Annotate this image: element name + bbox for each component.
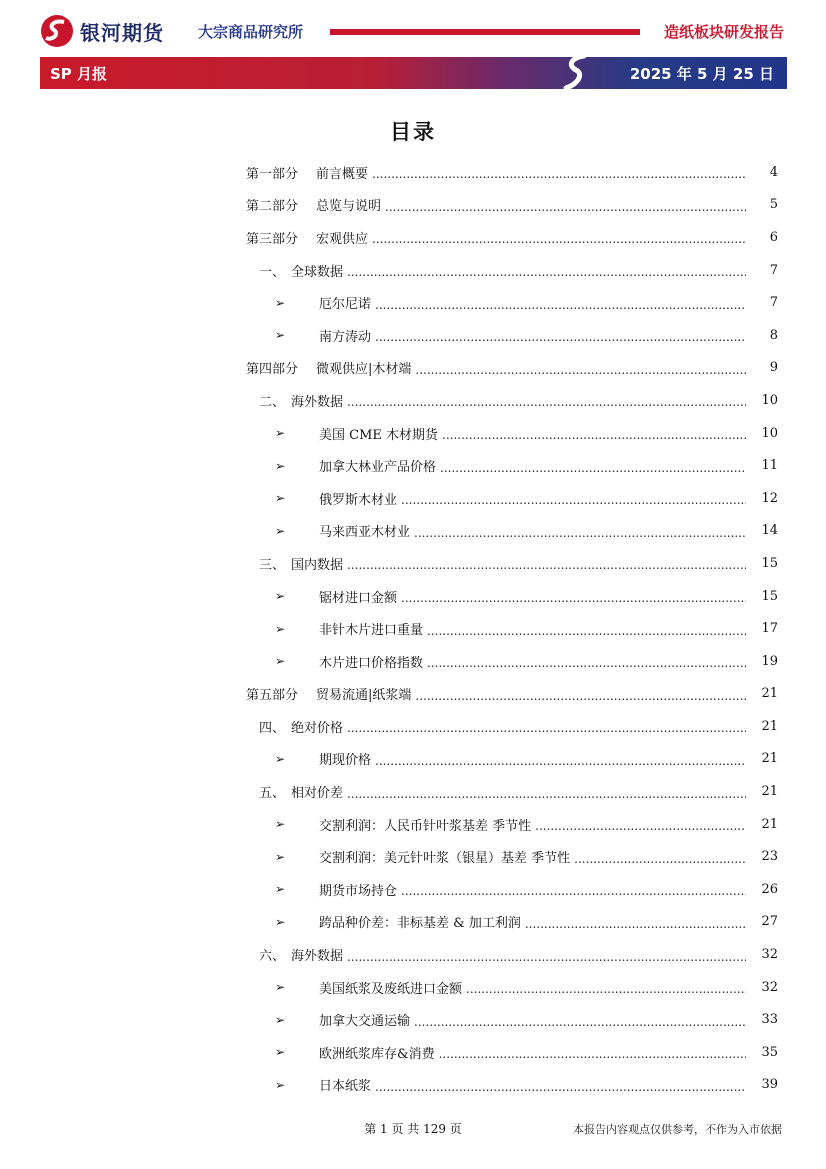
toc-entry-label: 欧洲纸浆库存&消费: [319, 1046, 435, 1062]
toc-entry-page: 5: [769, 197, 778, 213]
dot-leader: [440, 461, 746, 475]
toc-entry[interactable]: [0, 286, 826, 319]
toc-entry-page: 12: [761, 490, 778, 506]
toc-entry-label: 交割利润：人民币针叶浆基差 季节性: [319, 818, 532, 834]
toc-entry[interactable]: [0, 678, 826, 711]
dot-leader: [414, 1015, 746, 1029]
bullet-arrow-icon: ➢: [275, 654, 286, 669]
dot-leader: [401, 591, 746, 605]
dot-leader: [347, 265, 746, 279]
toc-entry[interactable]: [0, 775, 826, 808]
page-number: 第 1 页 共 129 页: [364, 1122, 462, 1136]
dot-leader: [574, 852, 746, 866]
toc-entry-page: 6: [769, 229, 778, 245]
toc-entry-label: 加拿大交通运输: [319, 1014, 411, 1030]
dot-leader: [375, 1080, 746, 1094]
toc-entry-page: 17: [761, 621, 778, 637]
toc-entry-marker: 四、: [259, 720, 286, 736]
toc-entry[interactable]: [0, 384, 826, 417]
toc-entry-page: 35: [761, 1044, 778, 1060]
toc-title: 目录: [390, 120, 436, 144]
toc-entry-label: 南方涛动: [319, 329, 372, 345]
toc-entry-page: 32: [761, 979, 778, 995]
toc-entry[interactable]: [0, 840, 826, 873]
institute-name: 大宗商品研究所: [198, 23, 304, 41]
toc-entry-label: 海外数据: [291, 949, 344, 965]
toc-entry-marker: 第五部分: [246, 688, 299, 704]
toc-entry-page: 15: [761, 555, 778, 571]
toc-entry-page: 27: [761, 914, 778, 930]
toc-entry[interactable]: [0, 1003, 826, 1036]
bullet-arrow-icon: ➢: [275, 751, 286, 766]
toc-entry-label: 期货市场持仓: [319, 883, 398, 899]
toc-entry[interactable]: [0, 612, 826, 645]
toc-entry-marker: 第三部分: [246, 231, 299, 247]
toc-entry-page: 21: [761, 816, 778, 832]
toc-entry[interactable]: [0, 1069, 826, 1102]
toc-entry-page: 10: [761, 425, 778, 441]
toc-entry-page: 26: [761, 881, 778, 897]
dot-leader: [401, 493, 746, 507]
toc-entry[interactable]: [0, 808, 826, 841]
header-rule: [330, 29, 640, 35]
dot-leader: [427, 656, 746, 670]
toc-entry[interactable]: [0, 971, 826, 1004]
toc-entry-page: 19: [761, 653, 778, 669]
toc-entry-page: 21: [761, 751, 778, 767]
bullet-arrow-icon: ➢: [275, 849, 286, 864]
dot-leader: [347, 721, 746, 735]
toc-entry-label: 美国纸浆及废纸进口金额: [319, 981, 463, 997]
toc-entry-label: 锯材进口金额: [319, 590, 398, 606]
toc-entry[interactable]: [0, 1036, 826, 1069]
dot-leader: [347, 395, 746, 409]
dot-leader: [375, 298, 746, 312]
bullet-arrow-icon: ➢: [275, 1045, 286, 1060]
report-date: 2025 年 5 月 25 日: [629, 65, 774, 83]
dot-leader: [415, 689, 746, 703]
toc-entry[interactable]: [0, 547, 826, 580]
toc-entry[interactable]: [0, 873, 826, 906]
toc-entry-label: 交割利润：美元针叶浆（银星）基差 季节性: [319, 851, 571, 867]
dot-leader: [375, 330, 746, 344]
toc-entry-page: 4: [769, 164, 778, 180]
dot-leader: [401, 884, 746, 898]
toc-entry-label: 马来西亚木材业: [319, 525, 411, 541]
toc-entry-marker: 五、: [259, 786, 286, 802]
toc-entry[interactable]: [0, 189, 826, 222]
toc-entry[interactable]: [0, 710, 826, 743]
toc-entry-page: 15: [761, 588, 778, 604]
table-of-contents: [0, 156, 826, 1101]
bullet-arrow-icon: ➢: [275, 523, 286, 538]
toc-entry-label: 宏观供应: [316, 231, 369, 247]
toc-entry-label: 美国 CME 木材期货: [319, 427, 439, 443]
bullet-arrow-icon: ➢: [275, 980, 286, 995]
dot-leader: [427, 624, 746, 638]
report-series: SP 月报: [50, 65, 108, 83]
dot-leader: [347, 787, 746, 801]
bullet-arrow-icon: ➢: [275, 882, 286, 897]
toc-entry[interactable]: [0, 938, 826, 971]
bullet-arrow-icon: ➢: [275, 589, 286, 604]
toc-entry-page: 9: [769, 360, 778, 376]
toc-entry-label: 绝对价格: [291, 720, 344, 736]
toc-entry-page: 10: [761, 392, 778, 408]
disclaimer: 本报告内容观点仅供参考，不作为入市依据: [573, 1123, 782, 1136]
bullet-arrow-icon: ➢: [275, 914, 286, 929]
toc-entry-label: 加拿大林业产品价格: [319, 460, 437, 476]
galaxy-logo-icon: [40, 14, 74, 48]
toc-entry[interactable]: [0, 417, 826, 450]
bullet-arrow-icon: ➢: [275, 621, 286, 636]
swoosh-icon: [558, 52, 594, 92]
dot-leader: [372, 232, 746, 246]
toc-entry-page: 11: [761, 458, 778, 474]
dot-leader: [347, 950, 746, 964]
toc-entry-page: 39: [761, 1077, 778, 1093]
dot-leader: [439, 1047, 746, 1061]
dot-leader: [372, 167, 746, 181]
toc-entry-label: 微观供应|木材端: [316, 362, 412, 378]
dot-leader: [525, 917, 746, 931]
company-logo: [40, 14, 164, 48]
toc-entry-label: 全球数据: [291, 264, 344, 280]
toc-entry-label: 日本纸浆: [319, 1079, 372, 1095]
toc-entry-label: 海外数据: [291, 394, 344, 410]
toc-entry-marker: 第四部分: [246, 362, 299, 378]
toc-entry-label: 俄罗斯木材业: [319, 492, 398, 508]
toc-entry[interactable]: [0, 645, 826, 678]
toc-entry-label: 相对价差: [291, 786, 344, 802]
toc-entry-label: 期现价格: [319, 753, 372, 769]
toc-entry-page: 23: [761, 849, 778, 865]
dot-leader: [414, 526, 746, 540]
toc-entry-label: 贸易流通|纸浆端: [316, 688, 412, 704]
toc-entry-marker: 三、: [259, 557, 286, 573]
toc-entry-page: 14: [761, 523, 778, 539]
toc-entry[interactable]: [0, 156, 826, 189]
toc-entry-marker: 一、: [259, 264, 286, 280]
toc-entry-marker: 二、: [259, 394, 286, 410]
toc-entry[interactable]: [0, 319, 826, 352]
toc-entry-page: 21: [761, 686, 778, 702]
toc-entry-page: 7: [769, 262, 778, 278]
toc-entry-label: 跨品种价差：非标基差 & 加工利润: [319, 916, 521, 932]
dot-leader: [385, 200, 746, 214]
bullet-arrow-icon: ➢: [275, 817, 286, 832]
toc-entry-marker: 第二部分: [246, 199, 299, 215]
toc-entry[interactable]: [0, 449, 826, 482]
toc-entry-label: 厄尔尼诺: [319, 297, 372, 313]
dot-leader: [466, 982, 746, 996]
bullet-arrow-icon: ➢: [275, 1077, 286, 1092]
toc-entry-label: 前言概要: [316, 166, 369, 182]
toc-entry[interactable]: [0, 515, 826, 548]
toc-entry-label: 非针木片进口重量: [319, 623, 424, 639]
toc-entry[interactable]: [0, 221, 826, 254]
toc-entry[interactable]: [0, 743, 826, 776]
dot-leader: [415, 363, 746, 377]
toc-entry[interactable]: [0, 906, 826, 939]
bullet-arrow-icon: ➢: [275, 328, 286, 343]
toc-entry-page: 32: [761, 947, 778, 963]
toc-entry-page: 21: [761, 718, 778, 734]
bullet-arrow-icon: ➢: [275, 295, 286, 310]
bullet-arrow-icon: ➢: [275, 491, 286, 506]
toc-entry-marker: 第一部分: [246, 166, 299, 182]
toc-entry-label: 木片进口价格指数: [319, 655, 424, 671]
dot-leader: [442, 428, 746, 442]
brand-name: 银河期货: [80, 20, 164, 45]
bullet-arrow-icon: ➢: [275, 426, 286, 441]
report-type: 造纸板块研发报告: [663, 23, 784, 41]
toc-entry-page: 7: [769, 295, 778, 311]
dot-leader: [375, 754, 746, 768]
toc-entry[interactable]: [0, 482, 826, 515]
toc-entry[interactable]: [0, 352, 826, 385]
dot-leader: [535, 819, 746, 833]
toc-entry[interactable]: [0, 580, 826, 613]
toc-entry-label: 总览与说明: [316, 199, 382, 215]
dot-leader: [347, 558, 746, 572]
toc-entry[interactable]: [0, 254, 826, 287]
toc-entry-marker: 六、: [259, 949, 286, 965]
bullet-arrow-icon: ➢: [275, 1012, 286, 1027]
toc-entry-label: 国内数据: [291, 557, 344, 573]
bullet-arrow-icon: ➢: [275, 458, 286, 473]
toc-entry-page: 21: [761, 784, 778, 800]
toc-entry-page: 8: [769, 327, 778, 343]
toc-entry-page: 33: [761, 1012, 778, 1028]
